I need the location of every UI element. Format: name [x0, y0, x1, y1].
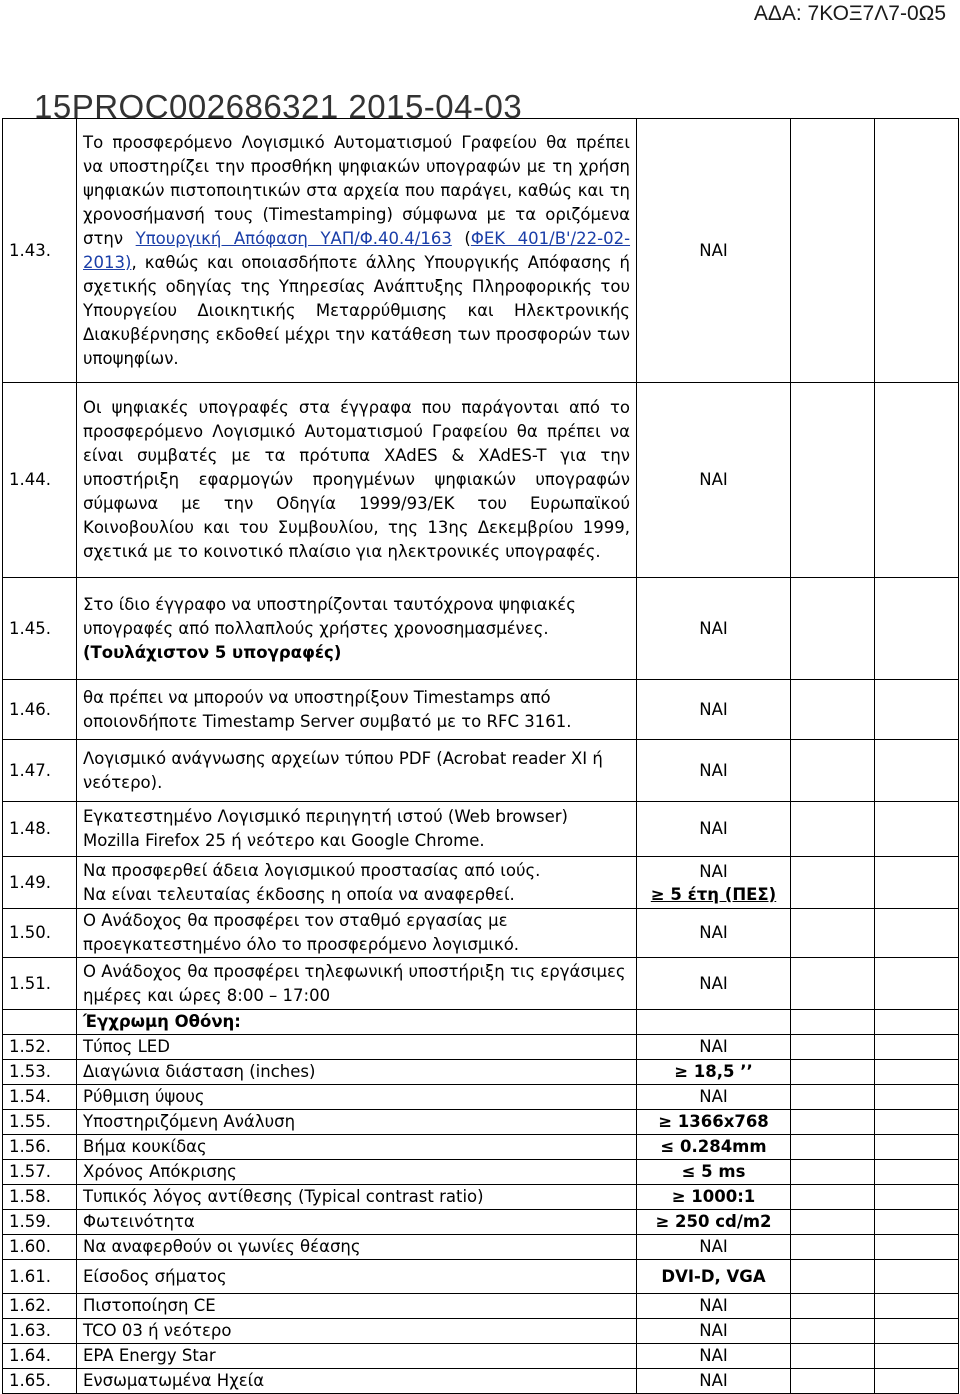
table-row [3, 1135, 959, 1160]
table-row [3, 119, 959, 383]
empty-cell [875, 1010, 959, 1035]
table-row [3, 578, 959, 680]
row-number: 1.59. [3, 1210, 77, 1235]
empty-cell [791, 1294, 875, 1319]
row-description: Χρόνος Απόκρισης [77, 1160, 637, 1185]
empty-cell [875, 680, 959, 740]
specifications-table [2, 118, 959, 1394]
row-number: 1.65. [3, 1369, 77, 1394]
row-description: Το προσφερόμενο Λογισμικό Αυτοματισμού Γραφείου θα πρέπει να υποστηρίζει την προσθήκη ψηφιακών υπογραφών με τη χρήση ψηφιακών πιστοποιητικών στα αρχεία που παράγει, καθώς και τη χρονοσήμανσή τους (Timestamping) σύμφωνα με τα οριζόμενα στην Υπουργική Απόφαση ΥΑΠ/Φ.40.4/163 (ΦΕΚ 401/Β'/22-02-2013), καθώς και οποιασδήποτε άλλης Υπουργικής Απόφασης ή σχετικής οδηγίας της Υπηρεσίας Ανάπτυξης Πληροφορικής του Υπουργείου Διοικητικής Μεταρρύθμισης και Ηλεκτρονικής Διακυβέρνησης εκδοθεί μέχρι την κατάθεση των προσφορών των υποψηφίων. [77, 119, 637, 383]
row-number: 1.53. [3, 1060, 77, 1085]
table-row [3, 857, 959, 909]
row-description: Τυπικός λόγος αντίθεσης (Typical contrast ratio) [77, 1185, 637, 1210]
empty-cell [791, 1235, 875, 1260]
row-value: ΝΑΙ [637, 958, 791, 1010]
empty-cell [875, 857, 959, 909]
row-description: Διαγώνια διάσταση (inches) [77, 1060, 637, 1085]
empty-cell [791, 1060, 875, 1085]
row-description: Πιστοποίηση CE [77, 1294, 637, 1319]
row-description: Φωτεινότητα [77, 1210, 637, 1235]
row-value: ≤ 5 ms [637, 1160, 791, 1185]
row-number: 1.55. [3, 1110, 77, 1135]
row-description: Να προσφερθεί άδεια λογισμικού προστασίας από ιούς. Να είναι τελευταίας έκδοσης η οποία να αναφερθεί. [77, 857, 637, 909]
empty-cell [791, 802, 875, 857]
empty-cell [791, 680, 875, 740]
minimum-signatures-note: (Τουλάχιστον 5 υπογραφές) [83, 642, 342, 662]
empty-cell [875, 1260, 959, 1294]
empty-cell [791, 1185, 875, 1210]
row-value: ΝΑΙ [637, 1294, 791, 1319]
row-number: 1.56. [3, 1135, 77, 1160]
row-number: 1.52. [3, 1035, 77, 1060]
table-row [3, 1369, 959, 1394]
empty-cell [875, 802, 959, 857]
empty-cell [875, 958, 959, 1010]
empty-cell [875, 1085, 959, 1110]
section-heading: Έγχρωμη Οθόνη: [77, 1010, 637, 1035]
row-description: Ρύθμιση ύψους [77, 1085, 637, 1110]
row-value: ΝΑΙ [637, 740, 791, 802]
empty-cell [875, 1185, 959, 1210]
row-value: ΝΑΙ [637, 119, 791, 383]
row-value: ΝΑΙ [637, 1085, 791, 1110]
table-row [3, 383, 959, 578]
table-row [3, 740, 959, 802]
ada-code: ΑΔΑ: 7ΚΟΞ7Λ7-0Ω5 [753, 2, 946, 25]
row-number: 1.46. [3, 680, 77, 740]
empty-cell [875, 1110, 959, 1135]
row-description: Τύπος LED [77, 1035, 637, 1060]
row-number: 1.43. [3, 119, 77, 383]
row-value: ΝΑΙ [637, 1035, 791, 1060]
empty-cell [875, 1294, 959, 1319]
row-description: TCO 03 ή νεότερο [77, 1319, 637, 1344]
table-row [3, 1210, 959, 1235]
section-heading-row [3, 1010, 959, 1035]
row-description: Υποστηριζόμενη Ανάλυση [77, 1110, 637, 1135]
empty-cell [791, 578, 875, 680]
empty-cell [791, 1135, 875, 1160]
row-description: θα πρέπει να μπορούν να υποστηρίξουν Timestamps από οποιονδήποτε Timestamp Server συμβατό με το RFC 3161. [77, 680, 637, 740]
table-row [3, 1060, 959, 1085]
row-value: ΝΑΙ [637, 383, 791, 578]
row-value: ΝΑΙ [637, 680, 791, 740]
empty-cell [875, 1344, 959, 1369]
row-value: ≤ 0.284mm [637, 1135, 791, 1160]
reference-code: 15PROC002686321 2015-04-03 [34, 88, 523, 125]
row-description: EPA Energy Star [77, 1344, 637, 1369]
empty-cell [791, 909, 875, 958]
row-number: 1.44. [3, 383, 77, 578]
row-description: Είσοδος σήματος [77, 1260, 637, 1294]
row-number: 1.61. [3, 1260, 77, 1294]
row-number: 1.45. [3, 578, 77, 680]
row-number: 1.47. [3, 740, 77, 802]
empty-cell [875, 383, 959, 578]
row-description: Στο ίδιο έγγραφο να υποστηρίζονται ταυτόχρονα ψηφιακές υπογραφές από πολλαπλούς χρήστες χρονοσημασμένες. (Τουλάχιστον 5 υπογραφές) [77, 578, 637, 680]
empty-cell [875, 1235, 959, 1260]
empty-cell [875, 1160, 959, 1185]
empty-cell [791, 1085, 875, 1110]
row-value: ΝΑΙ ≥ 5 έτη (ΠΕΣ) [637, 857, 791, 909]
row-description: Ο Ανάδοχος θα προσφέρει τον σταθμό εργασίας με προεγκατεστημένο όλο το προσφερόμενο λογισμικό. [77, 909, 637, 958]
table-row [3, 1035, 959, 1060]
row-number: 1.60. [3, 1235, 77, 1260]
row-number: 1.48. [3, 802, 77, 857]
table-row [3, 802, 959, 857]
row-value: ΝΑΙ [637, 578, 791, 680]
row-description: Εγκατεστημένο Λογισμικό περιηγητή ιστού (Web browser) Mozilla Firefox 25 ή νεότερο και Google Chrome. [77, 802, 637, 857]
empty-cell [875, 1060, 959, 1085]
empty-cell [791, 740, 875, 802]
empty-cell [875, 1369, 959, 1394]
years-requirement: ≥ 5 έτη (ΠΕΣ) [650, 884, 777, 904]
empty-cell [875, 119, 959, 383]
empty-cell [3, 1010, 77, 1035]
fek-link[interactable]: ΦΕΚ 401/Β'/22-02-2013) [83, 228, 631, 272]
empty-cell [791, 1160, 875, 1185]
table-row [3, 1160, 959, 1185]
empty-cell [791, 1319, 875, 1344]
row-number: 1.63. [3, 1319, 77, 1344]
row-number: 1.50. [3, 909, 77, 958]
row-value: ≥ 250 cd/m2 [637, 1210, 791, 1235]
empty-cell [875, 1035, 959, 1060]
table-row [3, 1319, 959, 1344]
empty-cell [791, 1010, 875, 1035]
empty-cell [791, 383, 875, 578]
row-number: 1.64. [3, 1344, 77, 1369]
empty-cell [875, 1210, 959, 1235]
table-row [3, 680, 959, 740]
row-number: 1.51. [3, 958, 77, 1010]
row-value: ΝΑΙ [637, 909, 791, 958]
row-value: ≥ 18,5 ’’ [637, 1060, 791, 1085]
empty-cell [875, 909, 959, 958]
row-value: ΝΑΙ [637, 802, 791, 857]
empty-cell [791, 1210, 875, 1235]
empty-cell [791, 857, 875, 909]
row-value: ΝΑΙ [637, 1344, 791, 1369]
row-description: Ενσωματωμένα Ηχεία [77, 1369, 637, 1394]
table-row [3, 1260, 959, 1294]
table-row [3, 909, 959, 958]
table-row [3, 1085, 959, 1110]
ministerial-decision-link[interactable]: Υπουργική Απόφαση ΥΑΠ/Φ.40.4/163 [135, 228, 452, 248]
row-description: Λογισμικό ανάγνωσης αρχείων τύπου PDF (Acrobat reader XI ή νεότερο). [77, 740, 637, 802]
row-number: 1.54. [3, 1085, 77, 1110]
table-row [3, 1344, 959, 1369]
row-description: Ο Ανάδοχος θα προσφέρει τηλεφωνική υποστήριξη τις εργάσιμες ημέρες και ώρες 8:00 – 17:00 [77, 958, 637, 1010]
empty-cell [875, 578, 959, 680]
row-number: 1.57. [3, 1160, 77, 1185]
row-number: 1.58. [3, 1185, 77, 1210]
empty-cell [791, 1344, 875, 1369]
empty-cell [875, 1135, 959, 1160]
row-value: ΝΑΙ [637, 1369, 791, 1394]
empty-cell [875, 740, 959, 802]
row-description: Να αναφερθούν οι γωνίες θέασης [77, 1235, 637, 1260]
row-description: Οι ψηφιακές υπογραφές στα έγγραφα που παράγονται από το προσφερόμενο Λογισμικό Αυτοματισμού Γραφείου θα πρέπει να είναι συμβατές με τα πρότυπα XAdES & XAdES-T για την υποστήριξη εφαρμογών προηγμένων ψηφιακών υπογραφών σύμφωνα με την Οδηγία 1999/93/ΕΚ του Ευρωπαϊκού Κοινοβουλίου και του Συμβουλίου, της 13ης Δεκεμβρίου 1999, σχετικά με το κοινοτικό πλαίσιο για ηλεκτρονικές υπογραφές. [77, 383, 637, 578]
empty-cell [637, 1010, 791, 1035]
row-value: ≥ 1000:1 [637, 1185, 791, 1210]
empty-cell [791, 1260, 875, 1294]
table-row [3, 1185, 959, 1210]
table-row [3, 958, 959, 1010]
table-row [3, 1110, 959, 1135]
table-row [3, 1235, 959, 1260]
row-value: ΝΑΙ [637, 1235, 791, 1260]
empty-cell [791, 1369, 875, 1394]
empty-cell [791, 958, 875, 1010]
row-number: 1.49. [3, 857, 77, 909]
row-value: ≥ 1366x768 [637, 1110, 791, 1135]
row-value: ΝΑΙ [637, 1319, 791, 1344]
empty-cell [791, 119, 875, 383]
empty-cell [791, 1110, 875, 1135]
empty-cell [875, 1319, 959, 1344]
row-number: 1.62. [3, 1294, 77, 1319]
table-row [3, 1294, 959, 1319]
empty-cell [791, 1035, 875, 1060]
row-value: DVI-D, VGA [637, 1260, 791, 1294]
row-description: Βήμα κουκίδας [77, 1135, 637, 1160]
